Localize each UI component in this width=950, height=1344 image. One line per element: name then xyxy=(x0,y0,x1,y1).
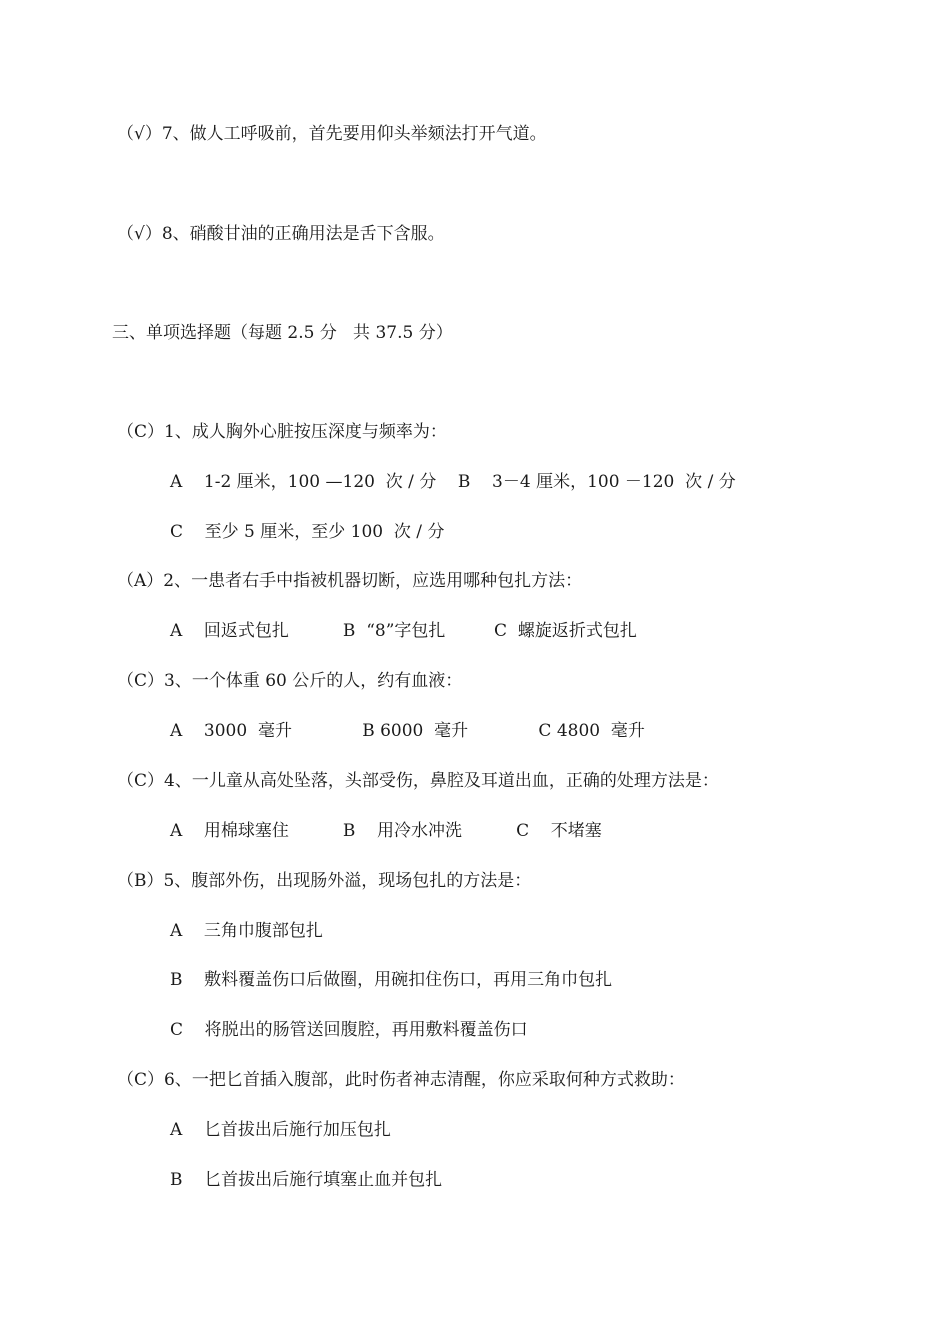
question-2-options: A 回返式包扎 B “8”字包扎 C 螺旋返折式包扎 xyxy=(170,621,637,641)
question-3-options: A 3000 毫升 B 6000 毫升 C 4800 毫升 xyxy=(170,721,645,741)
question-1-options-ab: A 1-2 厘米，100 —120 次 / 分 B 3－4 厘米，100 －120 次 / 分 xyxy=(170,472,736,492)
question-5-stem: （B）5、腹部外伤，出现肠外溢，现场包扎的方法是： xyxy=(117,871,532,891)
question-4-options: A 用棉球塞住 B 用冷水冲洗 C 不堵塞 xyxy=(170,821,602,841)
question-6-stem: （C）6、一把匕首插入腹部，此时伤者神志清醒，你应采取何种方式救助： xyxy=(117,1070,685,1090)
true-false-item-8: （√）8、硝酸甘油的正确用法是舌下含服。 xyxy=(117,224,445,244)
section-heading: 三、单项选择题（每题 2.5 分 共 37.5 分） xyxy=(112,323,453,343)
question-5-option-c: C 将脱出的肠管送回腹腔，再用敷料覆盖伤口 xyxy=(170,1020,528,1040)
question-2-stem: （A）2、一患者右手中指被机器切断，应选用哪种包扎方法： xyxy=(117,571,583,591)
question-6-option-b: B 匕首拔出后施行填塞止血并包扎 xyxy=(170,1170,443,1190)
question-6-option-a: A 匕首拔出后施行加压包扎 xyxy=(170,1120,391,1140)
true-false-item-7: （√）7、做人工呼吸前，首先要用仰头举颏法打开气道。 xyxy=(117,124,547,144)
question-1-option-c: C 至少 5 厘米，至少 100 次 / 分 xyxy=(170,522,445,542)
question-3-stem: （C）3、一个体重 60 公斤的人，约有血液： xyxy=(117,671,463,691)
question-1-stem: （C）1、成人胸外心脏按压深度与频率为： xyxy=(117,422,447,442)
question-4-stem: （C）4、一儿童从高处坠落，头部受伤，鼻腔及耳道出血，正确的处理方法是： xyxy=(117,771,719,791)
question-5-option-b: B 敷料覆盖伤口后做圈，用碗扣住伤口，再用三角巾包扎 xyxy=(170,970,613,990)
question-5-option-a: A 三角巾腹部包扎 xyxy=(170,921,323,941)
